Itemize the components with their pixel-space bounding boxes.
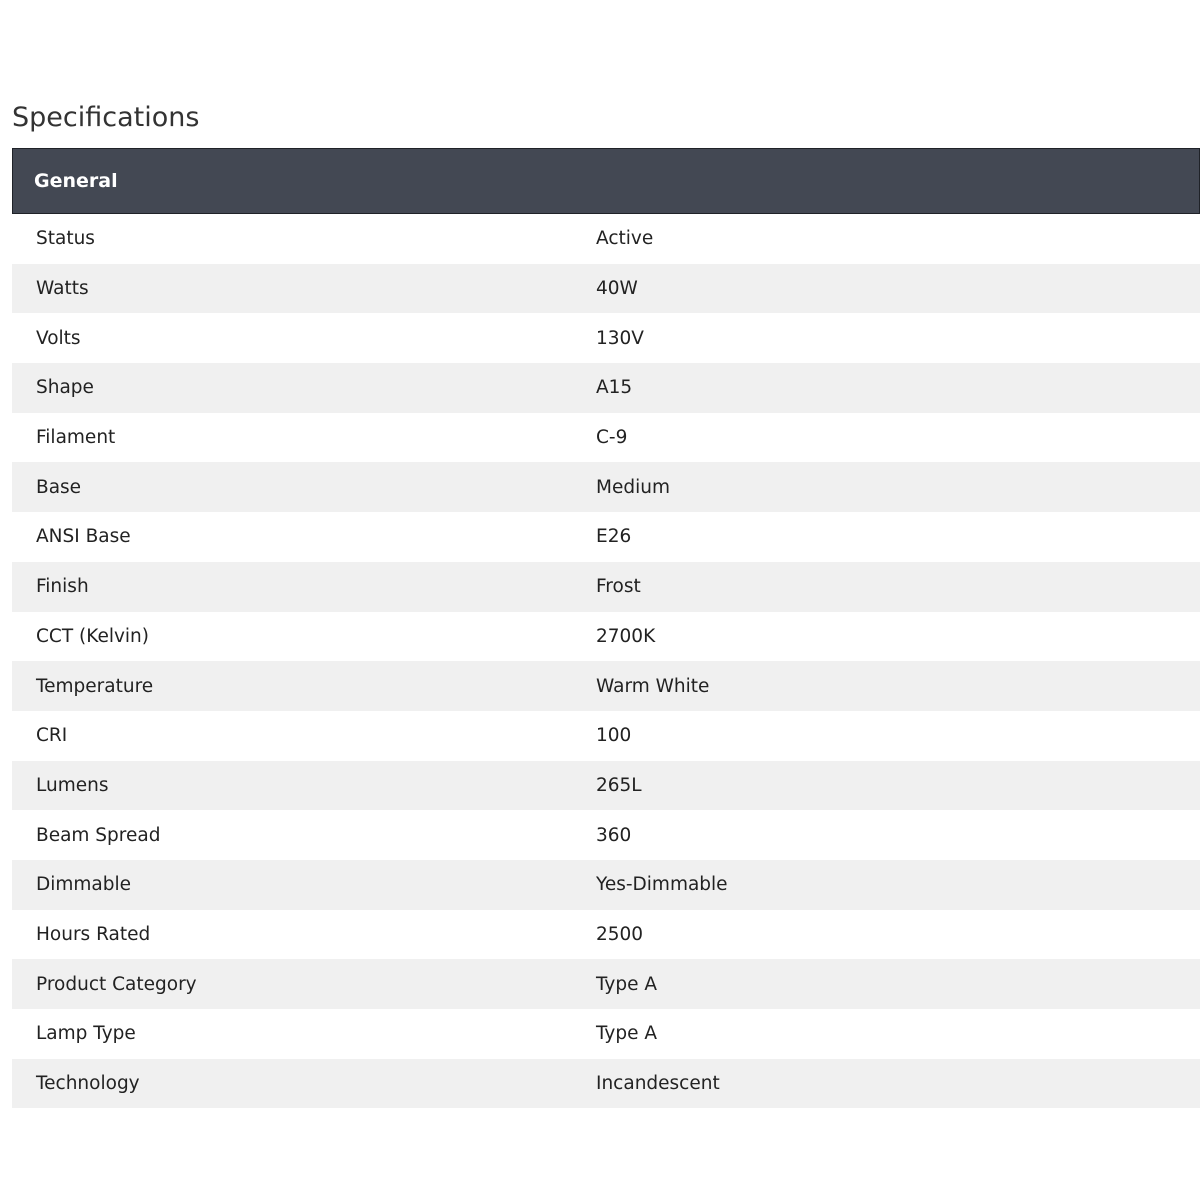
spec-rows	[12, 214, 1200, 1108]
spec-value: Active	[596, 228, 654, 250]
spec-row	[12, 562, 1200, 612]
spec-row	[12, 661, 1200, 711]
spec-label: CRI	[36, 725, 68, 747]
spec-value: Warm White	[596, 675, 710, 697]
spec-value: 100	[596, 725, 632, 747]
spec-value: Medium	[596, 476, 670, 498]
spec-row	[12, 264, 1200, 314]
spec-row	[12, 313, 1200, 363]
spec-value: 2500	[596, 923, 644, 945]
spec-row	[12, 1009, 1200, 1059]
spec-label: Watts	[36, 278, 89, 300]
spec-row	[12, 462, 1200, 512]
spec-row	[12, 959, 1200, 1009]
spec-label: Base	[36, 476, 82, 498]
page-title: Specifications	[12, 102, 200, 133]
spec-label: Hours Rated	[36, 923, 151, 945]
spec-row	[12, 910, 1200, 960]
spec-label: Finish	[36, 576, 89, 598]
spec-value: A15	[596, 377, 633, 399]
spec-value: 265L	[596, 774, 642, 796]
specifications-table	[12, 148, 1200, 1108]
spec-value: 2700K	[596, 625, 656, 647]
spec-label: Temperature	[36, 675, 154, 697]
spec-label: Shape	[36, 377, 94, 399]
spec-row	[12, 214, 1200, 264]
spec-row	[12, 363, 1200, 413]
spec-label: Status	[36, 228, 95, 250]
spec-value: 360	[596, 824, 632, 846]
spec-value: Yes-Dimmable	[596, 874, 728, 896]
section-header-general	[12, 148, 1200, 214]
spec-value: Type A	[596, 1023, 658, 1045]
spec-value: Incandescent	[596, 1073, 720, 1095]
spec-label: Volts	[36, 327, 81, 349]
spec-row	[12, 512, 1200, 562]
spec-label: Lumens	[36, 774, 109, 796]
spec-label: Product Category	[36, 973, 197, 995]
spec-value: 130V	[596, 327, 644, 349]
spec-label: Lamp Type	[36, 1023, 136, 1045]
spec-row	[12, 711, 1200, 761]
spec-value: 40W	[596, 278, 638, 300]
spec-label: Filament	[36, 427, 116, 449]
spec-row	[12, 761, 1200, 811]
spec-row	[12, 612, 1200, 662]
section-title: General	[34, 170, 118, 192]
spec-value: Type A	[596, 973, 658, 995]
spec-row	[12, 860, 1200, 910]
spec-value: C-9	[596, 427, 628, 449]
spec-label: Technology	[36, 1073, 140, 1095]
spec-value: Frost	[596, 576, 641, 598]
spec-row	[12, 1059, 1200, 1109]
spec-row	[12, 810, 1200, 860]
spec-row	[12, 413, 1200, 463]
spec-label: ANSI Base	[36, 526, 131, 548]
spec-label: Beam Spread	[36, 824, 161, 846]
spec-value: E26	[596, 526, 632, 548]
spec-label: CCT (Kelvin)	[36, 625, 149, 647]
spec-label: Dimmable	[36, 874, 132, 896]
